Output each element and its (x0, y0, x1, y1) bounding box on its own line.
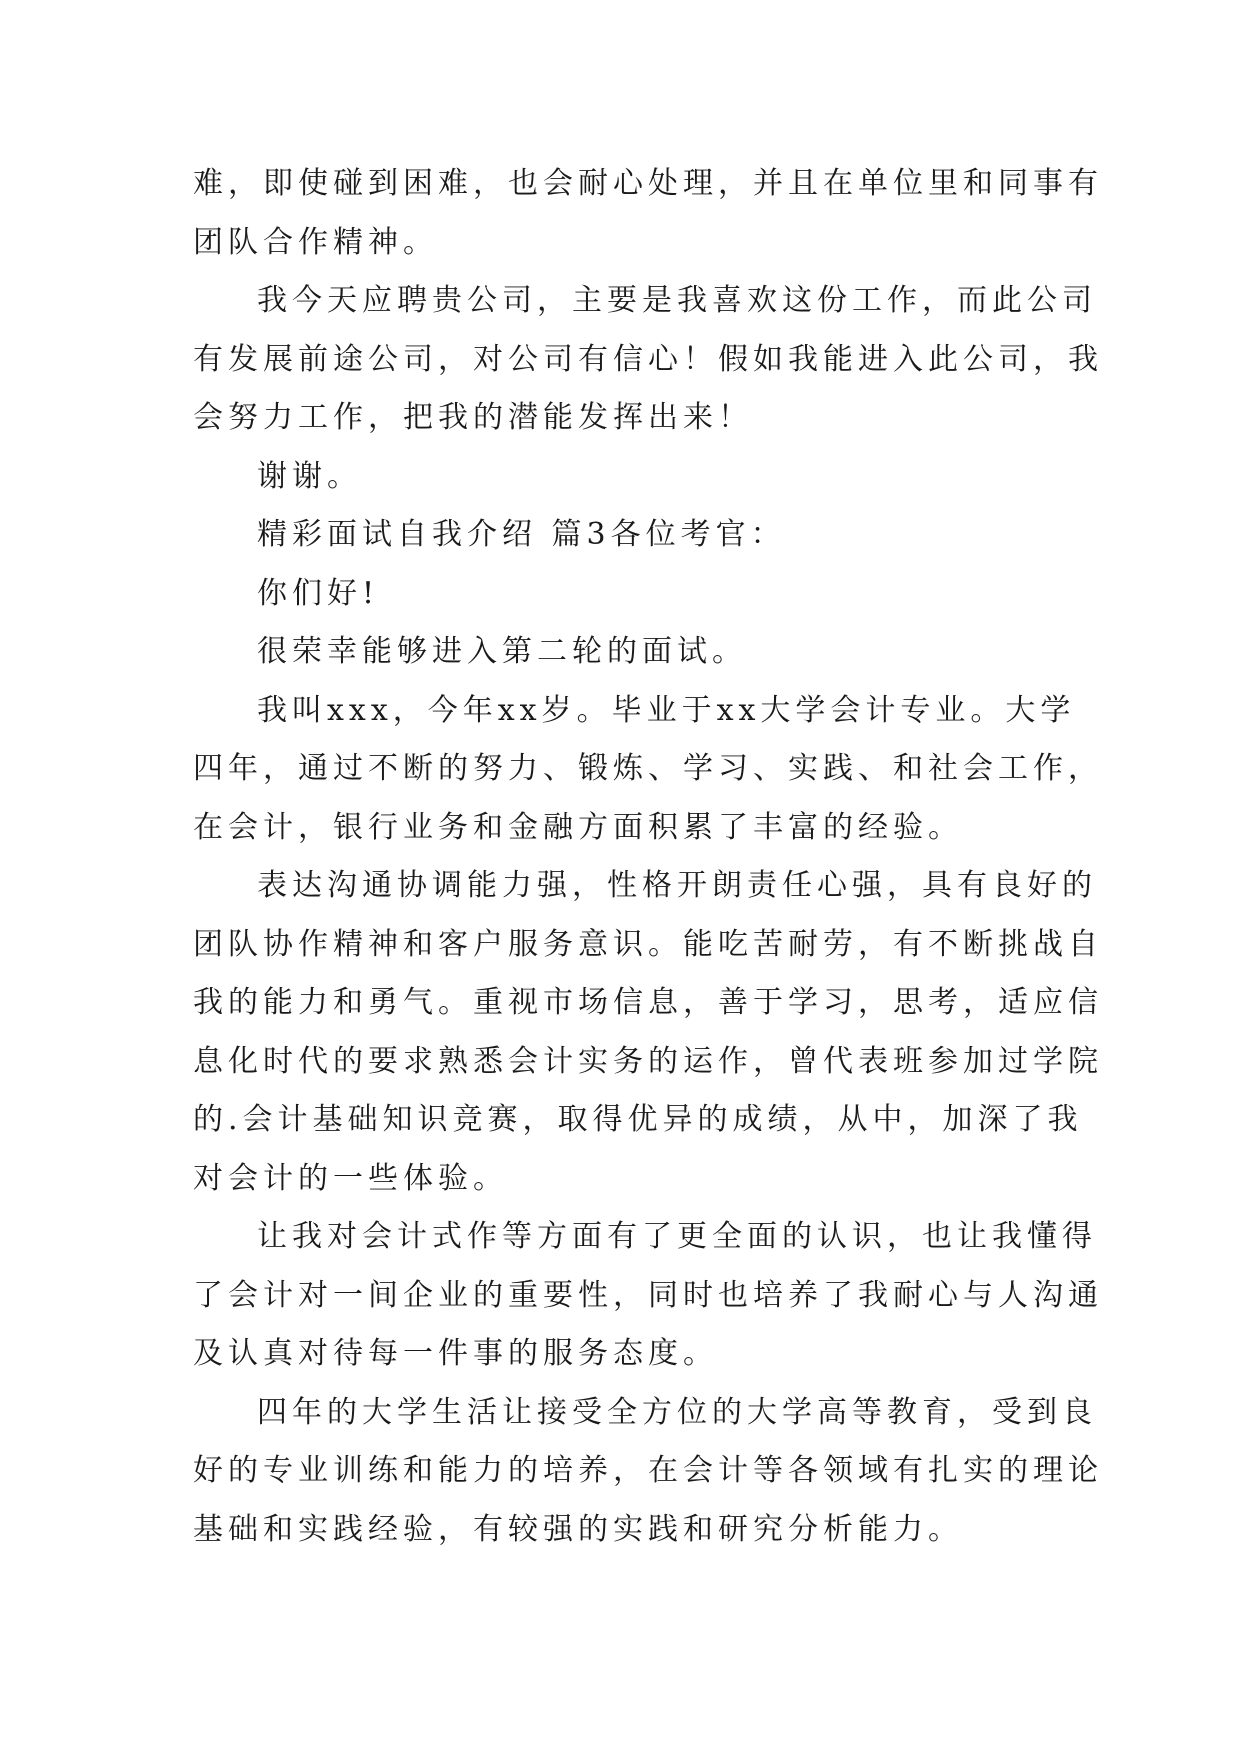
text-line-4: 有发展前途公司，对公司有信心！假如我能进入此公司，我 (193, 341, 1103, 377)
text-line-19: 让我对会计式作等方面有了更全面的认识，也让我懂得 (257, 1219, 1097, 1254)
text-line-1: 难，即使碰到困难，也会耐心处理，并且在单位里和同事有 (193, 166, 1103, 201)
text-line-17: 的.会计基础知识竞赛，取得优异的成绩，从中，加深了我 (193, 1102, 1083, 1137)
text-line-20: 了会计对一间企业的重要性，同时也培养了我耐心与人沟通 (193, 1277, 1103, 1313)
text-line-9: 很荣幸能够进入第二轮的面试。 (257, 634, 747, 669)
text-line-11: 四年，通过不断的努力、锻炼、学习、实践、和社会工作， (193, 751, 1103, 786)
text-line-15: 我的能力和勇气。重视市场信息，善于学习，思考，适应信 (193, 985, 1103, 1020)
text-line-6: 谢谢。 (257, 458, 362, 494)
text-line-7: 精彩面试自我介绍 篇3各位考官： (257, 517, 786, 552)
text-line-12: 在会计，银行业务和金融方面积累了丰富的经验。 (193, 809, 963, 845)
text-line-8: 你们好! (257, 575, 380, 611)
text-line-5: 会努力工作，把我的潜能发挥出来！ (193, 400, 753, 435)
text-line-2: 团队合作精神。 (193, 224, 438, 260)
text-line-22: 四年的大学生活让接受全方位的大学高等教育，受到良 (257, 1394, 1097, 1430)
text-line-23: 好的专业训练和能力的培养，在会计等各领域有扎实的理论 (193, 1453, 1103, 1488)
text-line-13: 表达沟通协调能力强，性格开朗责任心强，具有良好的 (257, 868, 1097, 903)
text-line-21: 及认真对待每一件事的服务态度。 (193, 1336, 718, 1371)
text-line-14: 团队协作精神和客户服务意识。能吃苦耐劳，有不断挑战自 (193, 926, 1103, 962)
text-line-18: 对会计的一些体验。 (193, 1160, 508, 1196)
text-line-10: 我叫xxx，今年xx岁。毕业于xx大学会计专业。大学 (257, 692, 1076, 728)
text-line-24: 基础和实践经验，有较强的实践和研究分析能力。 (193, 1511, 963, 1547)
text-line-3: 我今天应聘贵公司，主要是我喜欢这份工作，而此公司 (257, 283, 1097, 318)
document-body (193, 155, 1103, 1559)
text-line-16: 息化时代的要求熟悉会计实务的运作，曾代表班参加过学院 (193, 1043, 1103, 1079)
